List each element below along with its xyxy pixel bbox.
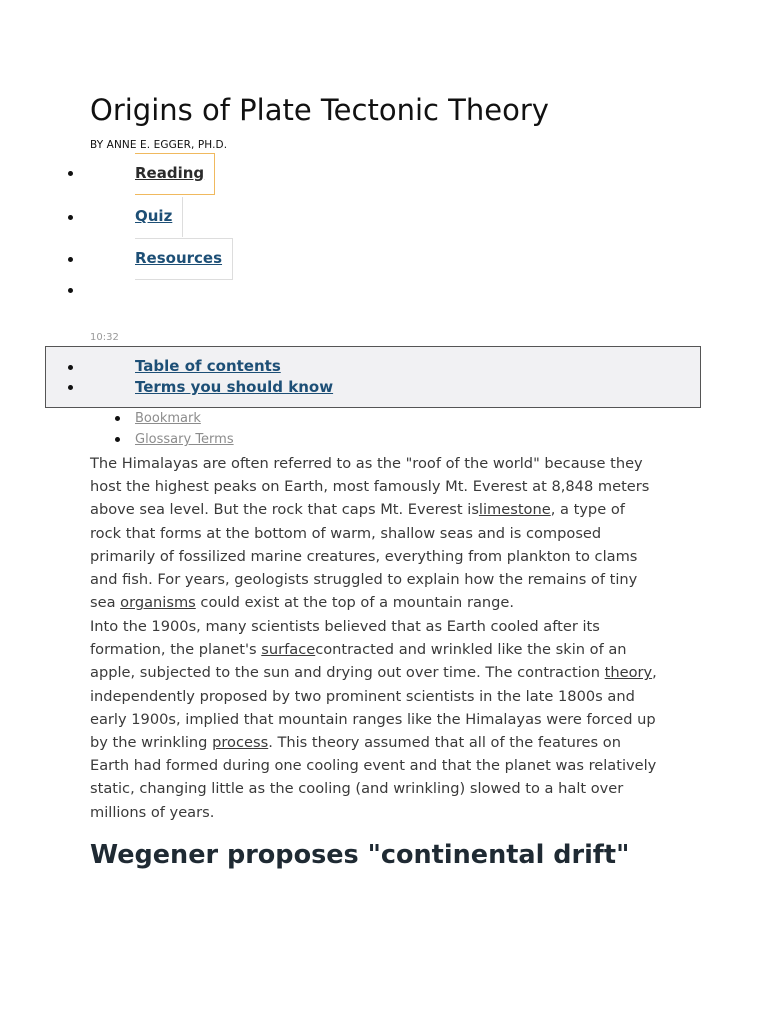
text-line bbox=[90, 731, 690, 754]
text-span: , bbox=[652, 664, 657, 682]
text-span: formation, the planet's bbox=[90, 641, 262, 659]
tab-resources-label: Resources bbox=[135, 249, 223, 267]
text-line: The Himalayas are often referred to as the "roof of the world" because they bbox=[90, 455, 643, 472]
glossary-terms-link[interactable]: Glossary Terms bbox=[135, 432, 234, 447]
toc-link-table-of-contents[interactable]: Table of contents bbox=[135, 357, 281, 375]
tab-reading-label: Reading bbox=[135, 164, 205, 182]
text-line: independently proposed by two prominent scientists in the late 1800s and bbox=[90, 687, 635, 705]
text-span: , a type of bbox=[550, 501, 625, 519]
glossary-term-surface[interactable]: surface bbox=[261, 641, 316, 659]
author-byline: BY ANNE E. EGGER, PH.D. bbox=[90, 139, 228, 151]
tab-quiz-label: Quiz bbox=[135, 207, 173, 225]
text-line: primarily of fossilized marine creatures, everything from plankton to clams bbox=[90, 547, 638, 565]
list-bullet bbox=[68, 215, 73, 220]
text-span: . This theory assumed that all of the features on bbox=[268, 734, 621, 752]
body-paragraph-2 bbox=[90, 615, 690, 824]
text-line bbox=[90, 638, 690, 661]
glossary-term-theory[interactable]: theory bbox=[604, 664, 653, 682]
list-bullet bbox=[68, 171, 73, 176]
glossary-term-organisms[interactable]: organisms bbox=[120, 594, 196, 612]
text-span: sea bbox=[90, 594, 121, 612]
section-heading: Wegener proposes "continental drift" bbox=[90, 840, 630, 870]
text-line: and fish. For years, geologists struggled to explain how the remains of tiny bbox=[90, 571, 638, 589]
text-line: host the highest peaks on Earth, most famously Mt. Everest at 8,848 meters bbox=[90, 478, 650, 496]
list-bullet bbox=[68, 257, 73, 262]
list-bullet bbox=[68, 385, 73, 390]
text-line: rock that forms at the bottom of warm, shallow seas and is composed bbox=[90, 524, 602, 542]
text-line: early 1900s, implied that mountain ranges like the Himalayas were forced up bbox=[90, 710, 656, 728]
list-bullet bbox=[68, 365, 73, 370]
tab-reading[interactable] bbox=[135, 153, 215, 195]
toc-link-terms[interactable]: Terms you should know bbox=[135, 378, 334, 396]
tab-quiz[interactable] bbox=[135, 197, 183, 237]
text-line bbox=[90, 661, 690, 684]
glossary-term-process[interactable]: process bbox=[212, 734, 269, 752]
list-bullet bbox=[68, 288, 73, 293]
tab-resources[interactable] bbox=[135, 238, 233, 280]
text-line bbox=[90, 498, 690, 521]
text-span: by the wrinkling bbox=[90, 734, 213, 752]
bookmark-link[interactable]: Bookmark bbox=[135, 411, 201, 426]
text-line: Into the 1900s, many scientists believed that as Earth cooled after its bbox=[90, 618, 600, 635]
page-title: Origins of Plate Tectonic Theory bbox=[90, 93, 549, 127]
glossary-term-limestone[interactable]: limestone bbox=[478, 501, 551, 519]
list-bullet bbox=[115, 416, 120, 421]
reading-time: 10:32 bbox=[90, 332, 119, 343]
text-span: could exist at the top of a mountain range. bbox=[195, 594, 515, 612]
text-line bbox=[90, 591, 690, 614]
text-span: apple, subjected to the sun and drying out over time. The contraction bbox=[90, 664, 605, 682]
text-line: static, changing little as the cooling (and wrinkling) slowed to a halt over bbox=[90, 780, 624, 798]
text-span: contracted and wrinkled like the skin of an bbox=[315, 641, 627, 659]
body-paragraph-1 bbox=[90, 452, 690, 614]
text-span: above sea level. But the rock that caps Mt. Everest is bbox=[90, 501, 479, 519]
list-bullet bbox=[115, 437, 120, 442]
text-line: millions of years. bbox=[90, 803, 215, 821]
text-line: Earth had formed during one cooling event and that the planet was relatively bbox=[90, 757, 657, 775]
